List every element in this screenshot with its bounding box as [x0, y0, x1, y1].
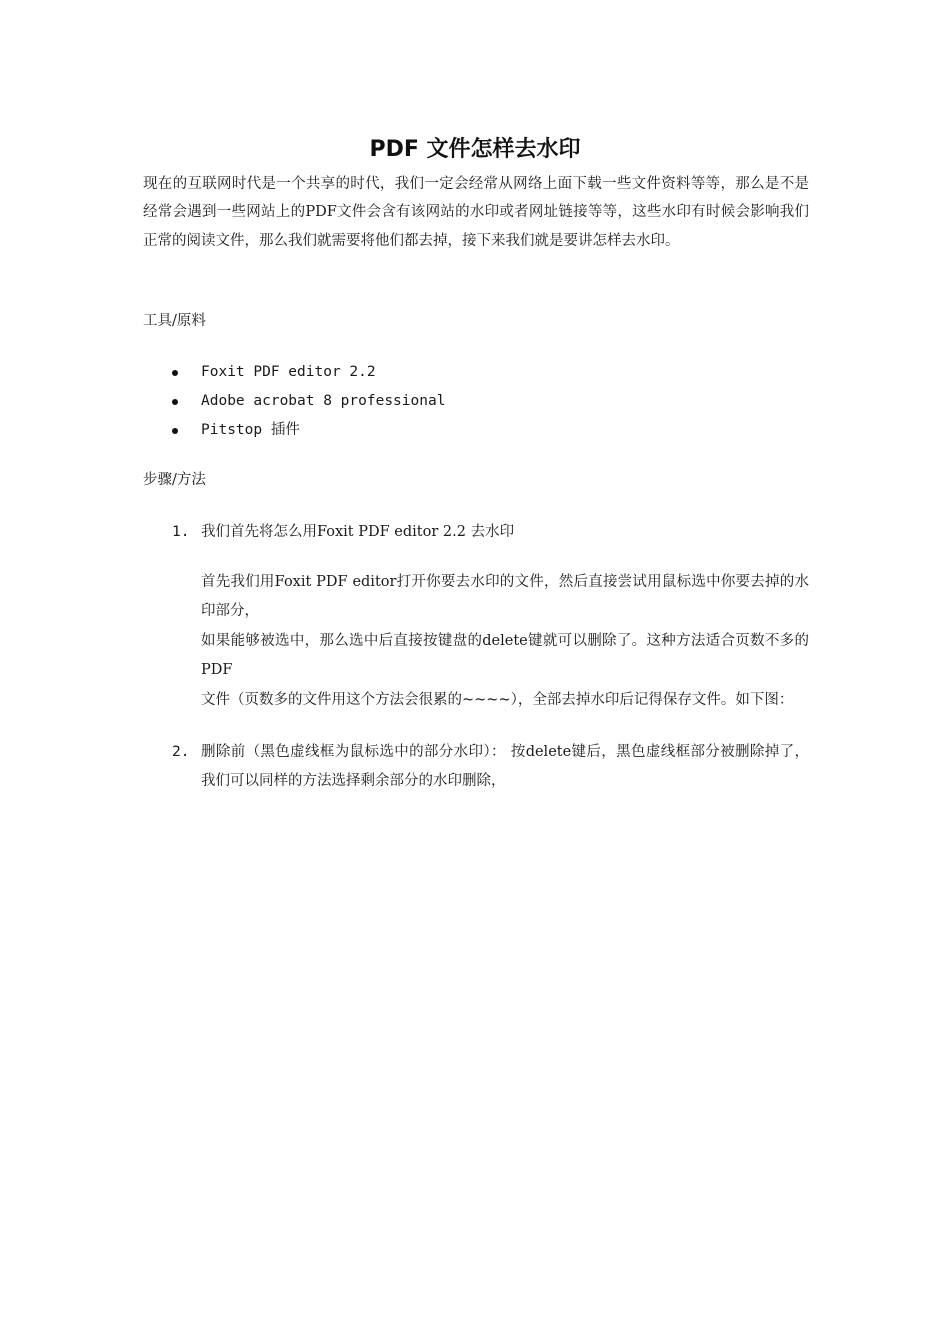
- step-title: 我们首先将怎么用Foxit PDF editor 2.2 去水印: [201, 524, 515, 540]
- bullet-dot-icon: [172, 428, 178, 434]
- steps-list: [143, 518, 809, 795]
- step-item: [143, 738, 809, 795]
- step-paragraph: 如果能够被选中，那么选中后直接按键盘的delete键就可以删除了。这种方法适合页数不多的PDF: [201, 633, 809, 678]
- tool-label: Pitstop 插件: [201, 422, 300, 438]
- document-title: [0, 129, 950, 170]
- title-rest-part: 文件怎样去水印: [418, 135, 581, 162]
- bullet-dot-icon: [172, 370, 178, 376]
- tools-heading: 工具/原料: [143, 313, 206, 329]
- step-number: 2.: [172, 744, 190, 761]
- intro-paragraph: 现在的互联网时代是一个共享的时代，我们一定会经常从网络上面下载一些文件资料等等，那么是不是经常会遇到一些网站上的PDF文件会含有该网站的水印或者网址链接等等，这些水印有时候会影响我们正常的阅读文件，那么我们就需要将他们都去掉，接下来我们就是要讲怎样去水印。: [143, 176, 809, 249]
- bullet-dot-icon: [172, 399, 178, 405]
- step-body: [201, 568, 809, 714]
- steps-heading: 步骤/方法: [143, 472, 206, 488]
- step-item: [143, 518, 809, 714]
- step-number: 1.: [172, 524, 190, 540]
- step-paragraph: 首先我们用Foxit PDF editor打开你要去水印的文件，然后直接尝试用鼠标选中你要去掉的水印部分，: [201, 574, 809, 619]
- step-title: 删除前（黑色虚线框为鼠标选中的部分水印）： 按delete键后，黑色虚线框部分被删除掉了，我们可以同样的方法选择剩余部分的水印删除，: [201, 744, 809, 789]
- tools-list-item: [143, 416, 809, 445]
- tool-label: Foxit PDF editor 2.2: [201, 364, 376, 380]
- title-bold-part: PDF: [369, 136, 419, 162]
- tools-list: [143, 358, 809, 445]
- step-paragraph: 文件（页数多的文件用这个方法会很累的~~~~），全部去掉水印后记得保存文件。如下图：: [201, 692, 794, 709]
- tool-label: Adobe acrobat 8 professional: [201, 393, 446, 409]
- tools-list-item: [143, 387, 809, 416]
- tools-list-item: [143, 358, 809, 387]
